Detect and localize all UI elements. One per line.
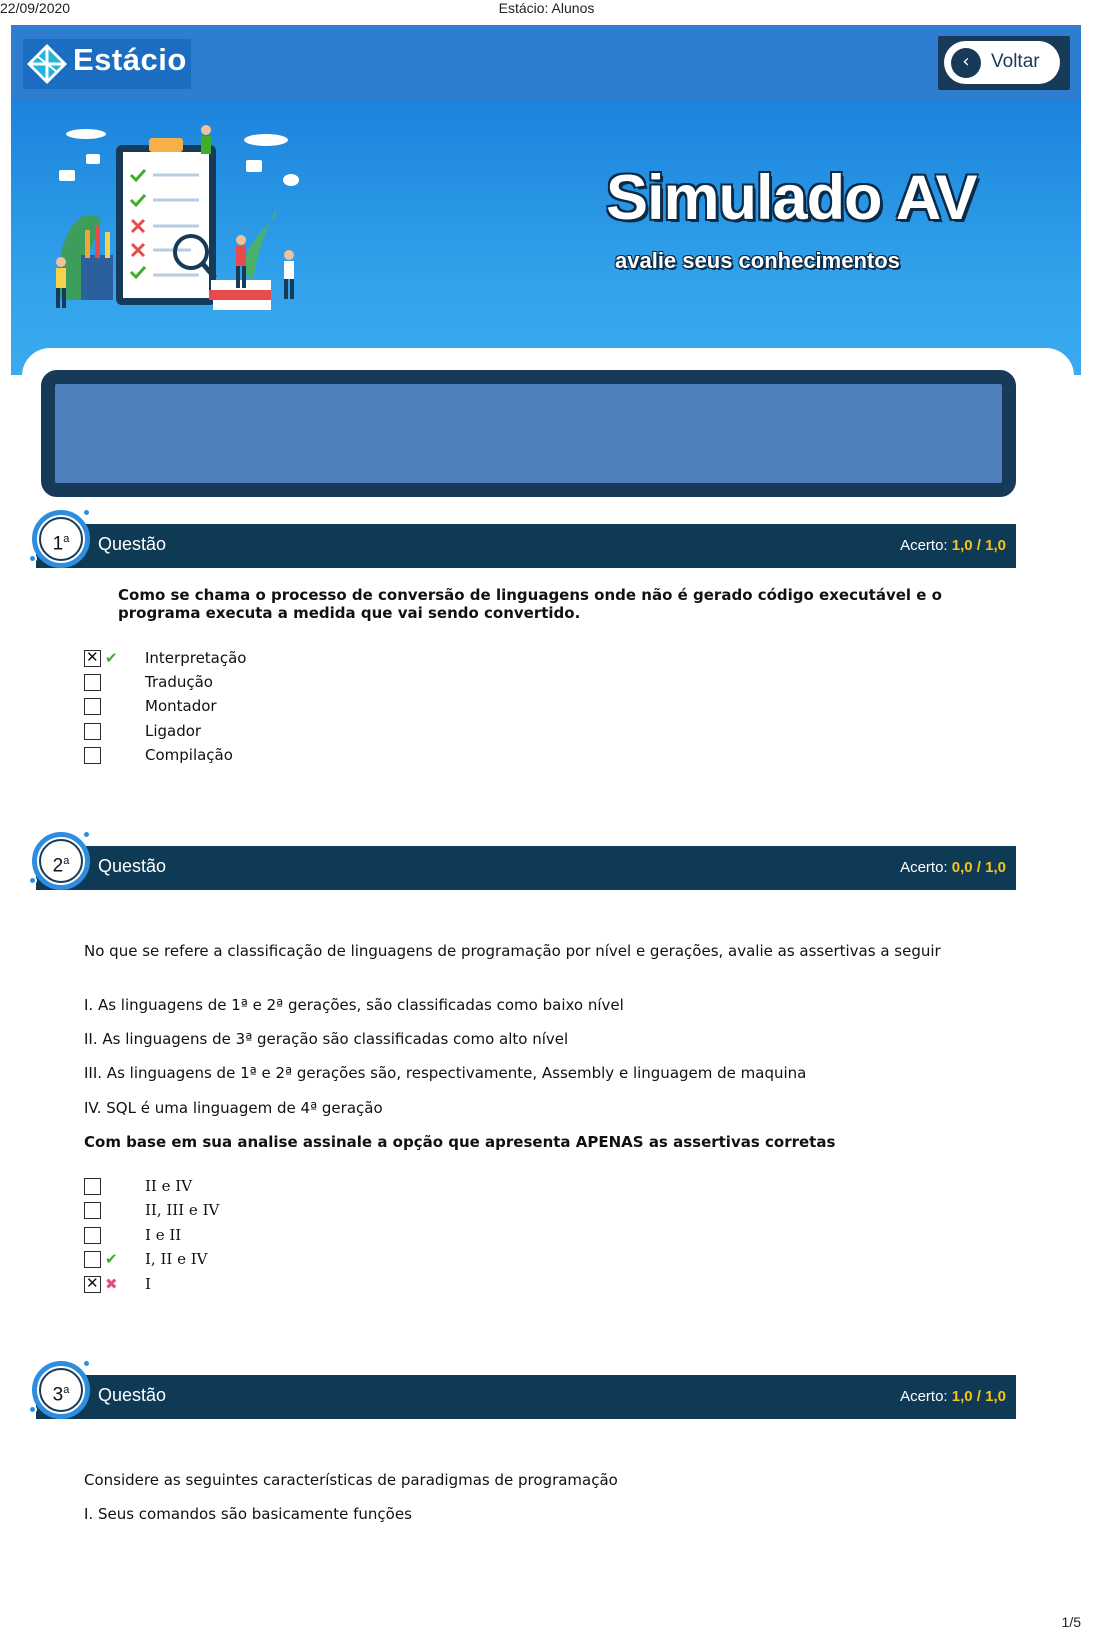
top-bar [11,25,1081,100]
back-button[interactable] [944,41,1060,84]
answer-checkbox[interactable] [84,1251,101,1268]
badge-dot [82,1359,91,1368]
score-value: 1,0 [951,537,973,554]
answer-checkbox[interactable] [84,1178,101,1195]
question-text: Como se chama o processo de conversão de linguagens onde não é gerado código executável e o programa executa a medida que vai sendo convertido. [118,586,942,622]
answer-label: II, III e IV [145,1201,220,1219]
answer-label: I e II [145,1226,182,1244]
badge-dot [82,830,91,839]
print-title: Estácio: Alunos [498,0,595,16]
answer-checkbox[interactable] [84,650,101,667]
banner-title: Simulado AV [606,163,977,233]
question-label: Questão [98,1385,167,1405]
score-max: 1,0 [985,859,1006,876]
banner [11,100,1081,375]
badge-dot [28,1405,37,1414]
question-ordinal: a [63,855,70,867]
question-intro: No que se refere a classificação de linguagens de programação por nível e gerações, avalie as assertivas a seguir [84,942,941,960]
question-number: 3 [52,1384,64,1406]
answer-label: Compilação [145,746,233,764]
assertion-text: III. As linguagens de 1ª e 2ª gerações são, respectivamente, Assembly e linguagem de maquina [84,1064,807,1082]
question-header [36,1375,1016,1419]
assertion-text: I. As linguagens de 1ª e 2ª gerações, são classificadas como baixo nível [84,996,624,1014]
banner-subtitle: avalie seus conhecimentos [615,248,900,273]
question-number: 1 [52,533,64,555]
badge-dot [28,876,37,885]
check-icon: ✔ [105,649,118,667]
question-label: Questão [98,856,167,876]
question-intro: Considere as seguintes características de paradigmas de programação [84,1471,618,1489]
score-label: Acerto: [900,1388,948,1405]
print-date: 22/09/2020 [0,0,71,16]
question-ordinal: a [63,533,70,545]
estacio-logo[interactable] [23,39,191,89]
assertion-text: I. Seus comandos são basicamente funções [84,1505,412,1523]
back-label: Voltar [991,51,1040,72]
cross-icon: ✖ [105,1275,118,1293]
score-label: Acerto: [900,859,948,876]
check-icon: ✔ [105,1250,118,1268]
score-separator: / [976,537,981,554]
logo-text: Estácio [73,42,187,77]
question-score [900,859,1006,876]
question-label: Questão [98,534,167,554]
answer-checkbox[interactable] [84,698,101,715]
answer-checkbox[interactable] [84,1276,101,1293]
assertion-text: IV. SQL é uma linguagem de 4ª geração [84,1099,383,1117]
badge-dot [28,554,37,563]
score-value: 1,0 [951,1388,973,1405]
answer-label: Ligador [145,722,202,740]
answer-checkbox[interactable] [84,1227,101,1244]
estacio-logo-icon [25,42,69,86]
answer-label: Montador [145,697,217,715]
question-header [36,524,1016,568]
score-max: 1,0 [985,537,1006,554]
question-score [900,1388,1006,1405]
answer-checkbox[interactable] [84,723,101,740]
answer-label: II e IV [145,1177,193,1195]
score-max: 1,0 [985,1388,1006,1405]
score-separator: / [976,1388,981,1405]
assertion-text: II. As linguagens de 3ª geração são classificadas como alto nível [84,1030,569,1048]
summary-panel [41,370,1016,497]
question-number-badge [32,1361,92,1421]
answer-label: I, II e IV [145,1250,208,1268]
answer-checkbox[interactable] [84,674,101,691]
question-ordinal: a [63,1384,70,1396]
chevron-left-icon: ‹ [951,48,981,78]
answer-label: Tradução [145,673,213,691]
checklist-illustration-icon [41,120,311,320]
print-page-number: 1/5 [1061,1614,1081,1630]
question-number-badge [32,510,92,570]
score-separator: / [976,859,981,876]
answer-checkbox[interactable] [84,1202,101,1219]
question-prompt: Com base em sua analise assinale a opção que apresenta APENAS as assertivas corretas [84,1133,836,1151]
question-number: 2 [52,855,64,877]
back-button-frame [938,36,1070,90]
answer-label: I [145,1275,151,1293]
answer-checkbox[interactable] [84,747,101,764]
question-header [36,846,1016,890]
question-number-badge [32,832,92,892]
badge-dot [82,508,91,517]
answer-label: Interpretação [145,649,247,667]
question-score [900,537,1006,554]
score-value: 0,0 [951,859,973,876]
score-label: Acerto: [900,537,948,554]
